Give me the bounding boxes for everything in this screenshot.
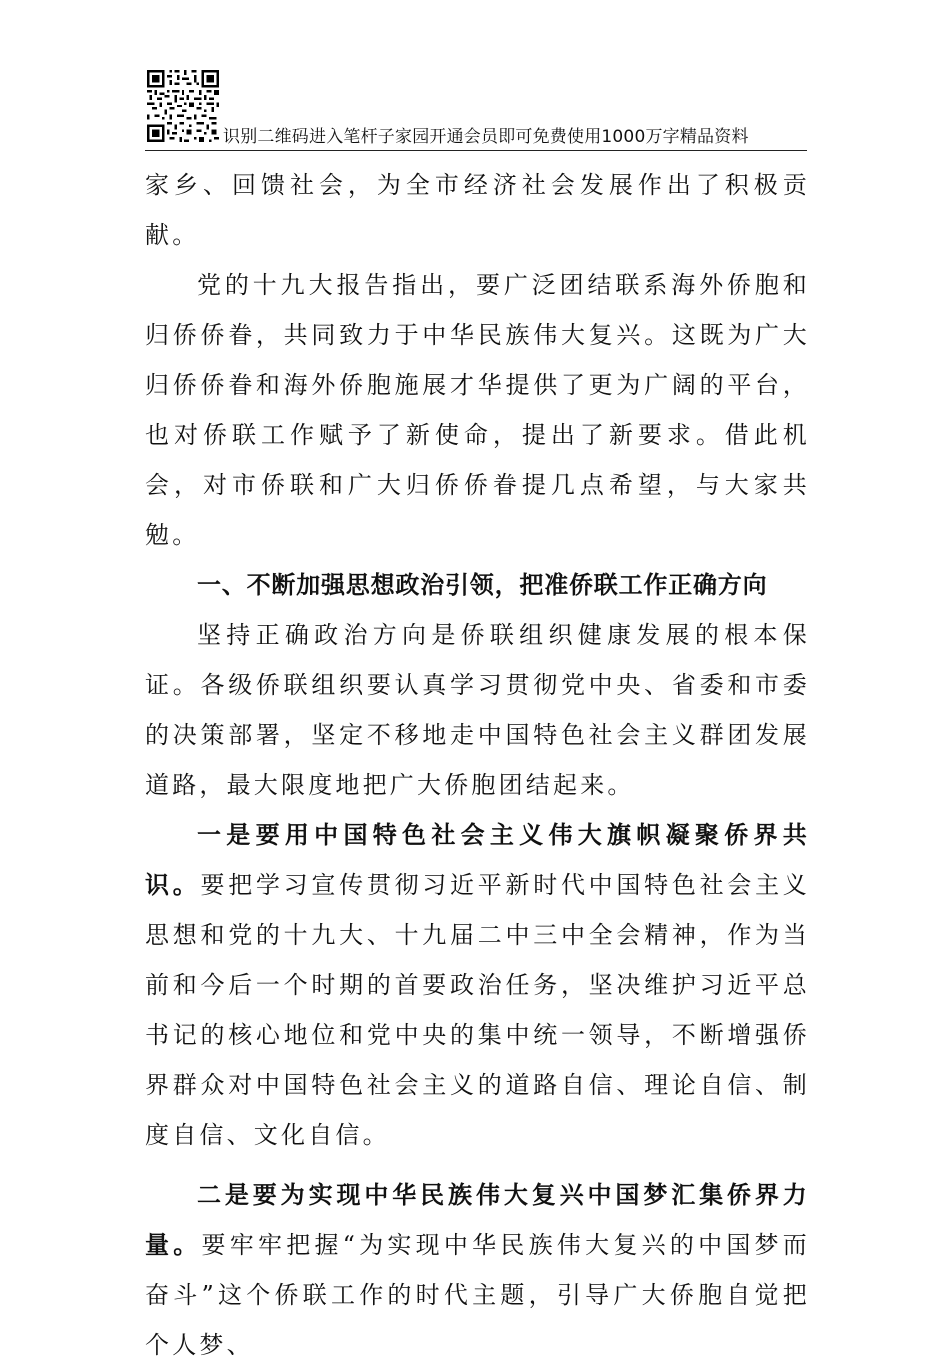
paragraph-report: 党的十九大报告指出，要广泛团结联系海外侨胞和归侨侨眷，共同致力于中华民族伟大复兴。这既为广大归侨侨眷和海外侨胞施展才华提供了更为广阔的平台，也对侨联工作赋予了新使命，提出了新要求。借此机会，对市侨联和广大归侨侨眷提几点希望，与大家共勉。 <box>145 271 810 549</box>
point-2-lead: 二是要为实现中华民族伟大复兴中国梦汇集侨界力量。 <box>145 1180 810 1259</box>
paragraph-continuation: 家乡、回馈社会，为全市经济社会发展作出了积极贡献。 <box>145 171 810 249</box>
header-banner-text: 识别二维码进入笔杆子家园开通会员即可免费使用1000万字精品资料 <box>223 127 749 147</box>
header-divider <box>145 150 807 151</box>
paragraph-gap <box>145 1160 810 1170</box>
point-2-body: 要牢牢把握“为实现中华民族伟大复兴的中国梦而奋斗”这个侨联工作的时代主题，引导广大侨胞自觉把个人梦、 <box>145 1231 810 1359</box>
document-body <box>145 160 810 1370</box>
paragraph-political-direction: 坚持正确政治方向是侨联组织健康发展的根本保证。各级侨联组织要认真学习贯彻党中央、省委和市委的决策部署，坚定不移地走中国特色社会主义群团发展道路，最大限度地把广大侨胞团结起来。 <box>145 621 810 799</box>
point-1-body: 要把学习宣传贯彻习近平新时代中国特色社会主义思想和党的十九大、十九届二中三中全会精神，作为当前和今后一个时期的首要政治任务，坚决维护习近平总书记的核心地位和党中央的集中统一领导，不断增强侨界群众对中国特色社会主义的道路自信、理论自信、制度自信、文化自信。 <box>145 871 810 1149</box>
page-header <box>145 70 810 152</box>
section-heading-1: 一、不断加强思想政治引领，把准侨联工作正确方向 <box>197 571 768 599</box>
paragraph-point-2 <box>145 1170 810 1370</box>
paragraph-point-1 <box>145 810 810 1160</box>
qr-code-icon <box>147 70 219 142</box>
point-1-lead: 一是要用中国特色社会主义伟大旗帜凝聚侨界共识。 <box>145 820 810 899</box>
